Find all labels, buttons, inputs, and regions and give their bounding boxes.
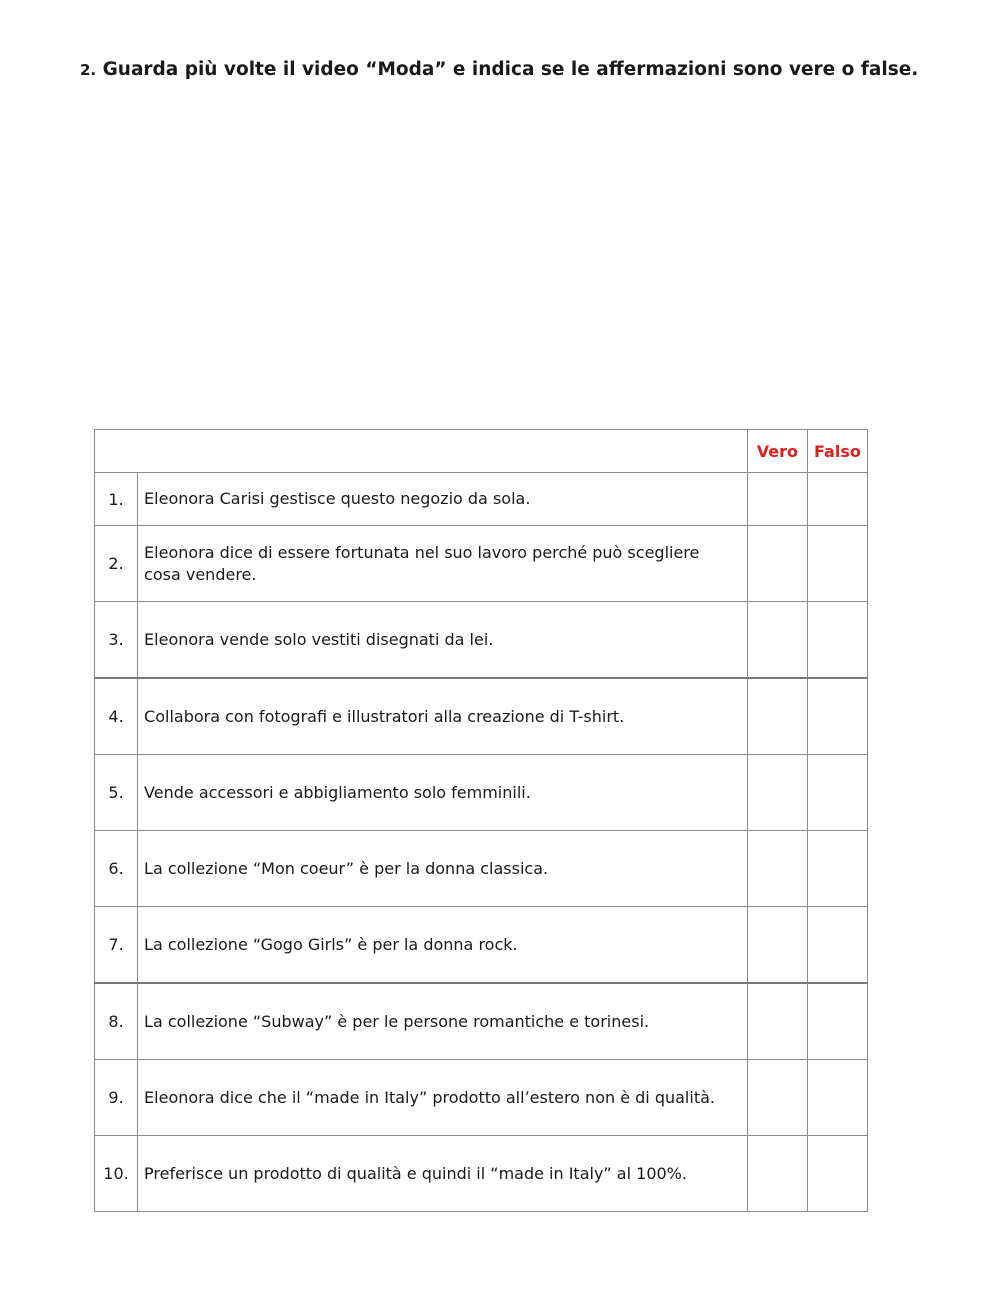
vero-answer-cell[interactable] bbox=[747, 983, 807, 1060]
falso-answer-cell[interactable] bbox=[807, 1060, 867, 1136]
table-row bbox=[95, 526, 868, 602]
statement-number: 4. bbox=[95, 678, 138, 755]
falso-answer-cell[interactable] bbox=[807, 473, 867, 526]
true-false-table bbox=[94, 429, 868, 1212]
table-row bbox=[95, 831, 868, 907]
falso-answer-cell[interactable] bbox=[807, 983, 867, 1060]
statement-number: 9. bbox=[95, 1060, 138, 1136]
statement-text: Eleonora dice che il “made in Italy” prodotto all’estero non è di qualità. bbox=[138, 1060, 748, 1136]
table-row bbox=[95, 473, 868, 526]
falso-answer-cell[interactable] bbox=[807, 1136, 867, 1212]
exercise-number: 2. bbox=[80, 61, 97, 79]
statement-text: La collezione “Gogo Girls” è per la donna rock. bbox=[138, 907, 748, 984]
exercise-instruction: Guarda più volte il video “Moda” e indica se le affermazioni sono vere o false. bbox=[102, 59, 919, 80]
statement-text: Preferisce un prodotto di qualità e quindi il “made in Italy” al 100%. bbox=[138, 1136, 748, 1212]
falso-answer-cell[interactable] bbox=[807, 831, 867, 907]
falso-answer-cell[interactable] bbox=[807, 678, 867, 755]
table-row bbox=[95, 755, 868, 831]
falso-answer-cell[interactable] bbox=[807, 755, 867, 831]
table-row bbox=[95, 983, 868, 1060]
header-falso: Falso bbox=[807, 430, 867, 473]
vero-answer-cell[interactable] bbox=[747, 1136, 807, 1212]
exercise-title bbox=[80, 59, 918, 80]
statement-number: 3. bbox=[95, 602, 138, 679]
falso-answer-cell[interactable] bbox=[807, 907, 867, 984]
header-blank-cell bbox=[95, 430, 748, 473]
falso-answer-cell[interactable] bbox=[807, 526, 867, 602]
table-row bbox=[95, 907, 868, 984]
statement-text: Eleonora dice di essere fortunata nel suo lavoro perché può scegliere cosa vendere. bbox=[138, 526, 748, 602]
statement-text: Eleonora Carisi gestisce questo negozio da sola. bbox=[138, 473, 748, 526]
table-row bbox=[95, 1136, 868, 1212]
statement-text: La collezione “Subway” è per le persone romantiche e torinesi. bbox=[138, 983, 748, 1060]
table-row bbox=[95, 602, 868, 679]
vero-answer-cell[interactable] bbox=[747, 526, 807, 602]
header-vero: Vero bbox=[747, 430, 807, 473]
statement-number: 5. bbox=[95, 755, 138, 831]
table-row bbox=[95, 678, 868, 755]
statement-number: 1. bbox=[95, 473, 138, 526]
statement-number: 8. bbox=[95, 983, 138, 1060]
vero-answer-cell[interactable] bbox=[747, 678, 807, 755]
vero-answer-cell[interactable] bbox=[747, 602, 807, 679]
vero-answer-cell[interactable] bbox=[747, 831, 807, 907]
statement-text: Collabora con fotografi e illustratori alla creazione di T-shirt. bbox=[138, 678, 748, 755]
statement-text: Vende accessori e abbigliamento solo femminili. bbox=[138, 755, 748, 831]
vero-answer-cell[interactable] bbox=[747, 473, 807, 526]
statement-number: 7. bbox=[95, 907, 138, 984]
statement-number: 6. bbox=[95, 831, 138, 907]
statement-number: 2. bbox=[95, 526, 138, 602]
vero-answer-cell[interactable] bbox=[747, 1060, 807, 1136]
vero-answer-cell[interactable] bbox=[747, 755, 807, 831]
vero-answer-cell[interactable] bbox=[747, 907, 807, 984]
table-header-row bbox=[95, 430, 868, 473]
statement-number: 10. bbox=[95, 1136, 138, 1212]
falso-answer-cell[interactable] bbox=[807, 602, 867, 679]
table-row bbox=[95, 1060, 868, 1136]
statement-text: La collezione “Mon coeur” è per la donna classica. bbox=[138, 831, 748, 907]
statement-text: Eleonora vende solo vestiti disegnati da lei. bbox=[138, 602, 748, 679]
